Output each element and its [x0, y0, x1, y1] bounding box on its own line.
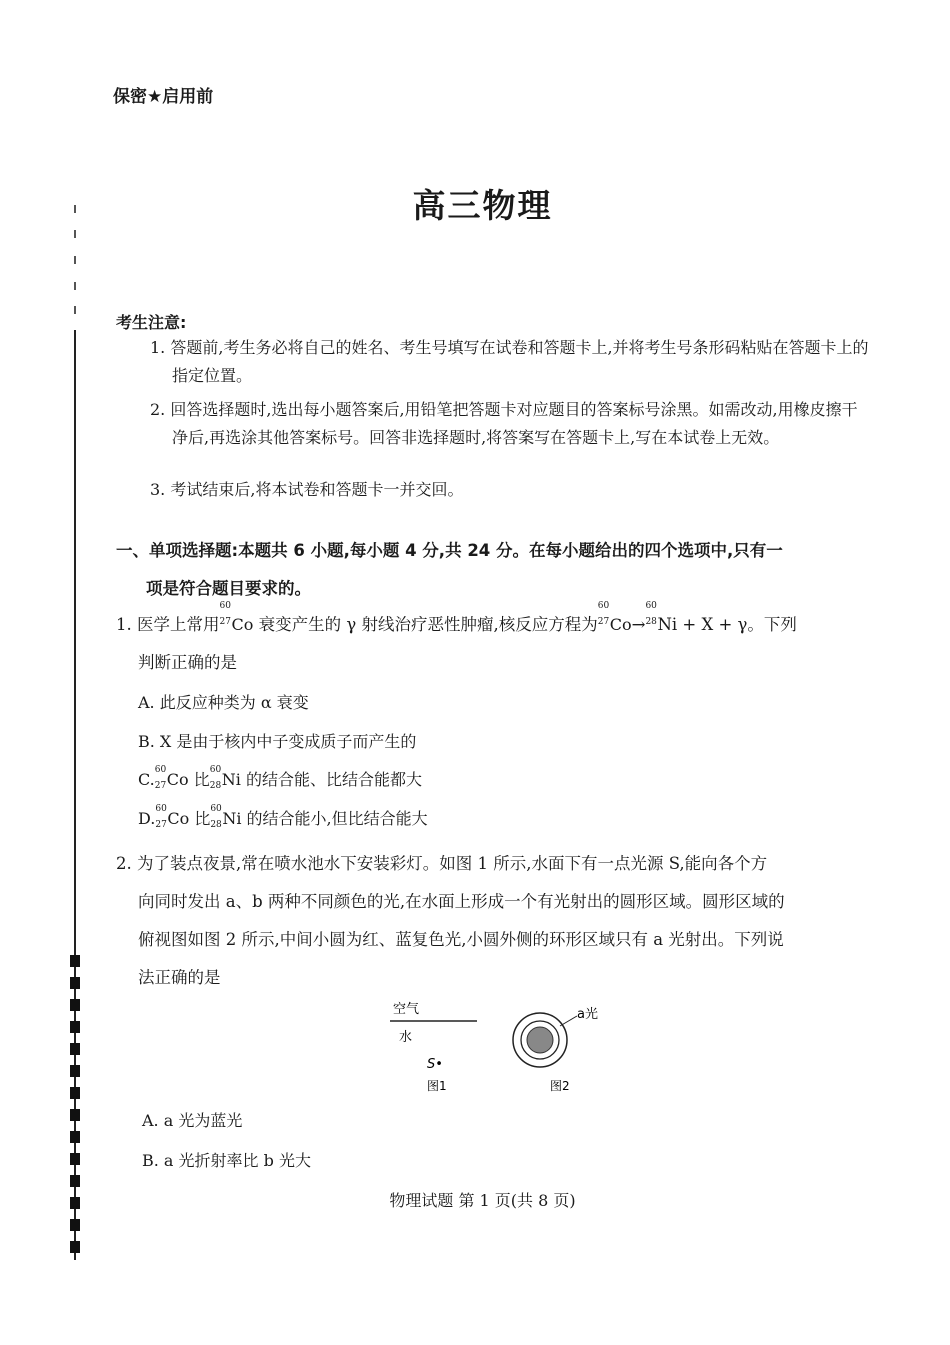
question-2-line3: 俯视图如图 2 所示,中间小圆为红、蓝复色光,小圆外侧的环形区域只有 a 光射出。下列说: [138, 930, 784, 949]
figure-2: [505, 1000, 610, 1100]
q1-option-d: D. 60 27 Co 比 60 28 Ni 的结合能小,但比结合能大: [138, 804, 428, 830]
q1-text: Ni + X + γ。下列: [657, 615, 797, 634]
q1-option-c: C. 60 27 Co 比 60 28 Ni 的结合能、比结合能都大: [138, 765, 422, 791]
scan-mark: [74, 256, 76, 264]
reaction-arrow: →: [631, 615, 646, 634]
q2-option-a: A. a 光为蓝光: [142, 1111, 243, 1130]
section-heading: [116, 532, 846, 608]
fig2-caption: 图2: [550, 1079, 570, 1093]
notice-heading: 考生注意:: [116, 313, 187, 332]
section-heading-line1: 一、单项选择题:本题共 6 小题,每小题 4 分,共 24 分。在每小题给出的四个选项中,只有一: [116, 541, 783, 560]
question-2: [116, 845, 851, 997]
scan-mark: [74, 230, 76, 238]
page-title: 高三物理: [412, 186, 553, 225]
inner-disk: [527, 1027, 553, 1053]
confidential-label: 保密★启用前: [113, 87, 214, 107]
nuclide-co60: 60 27 Co: [597, 601, 632, 634]
q2-option-b: B. a 光折射率比 b 光大: [142, 1151, 311, 1170]
q1-text: 1. 医学上常用: [116, 615, 220, 634]
notice-item-1: 1. 答题前,考生务必将自己的姓名、考生号填写在试卷和答题卡上,并将考生号条形码粘贴在答题卡上的指定位置。: [150, 338, 869, 385]
fig2-a-light-label: a光: [577, 1007, 598, 1022]
figure-1: [385, 995, 495, 1095]
fig1-water-label: 水: [399, 1030, 413, 1045]
page-footer: 物理试题 第 1 页(共 8 页): [389, 1191, 576, 1210]
question-2-line2: 向同时发出 a、b 两种不同颜色的光,在水面上形成一个有光射出的圆形区域。圆形区域的: [138, 892, 785, 911]
q1-text: 衰变产生的 γ 射线治疗恶性肿瘤,核反应方程为: [258, 615, 598, 634]
notice-item-3: 3. 考试结束后,将本试卷和答题卡一并交回。: [150, 480, 464, 499]
question-1-line2: 判断正确的是: [138, 653, 237, 672]
label-pointer: [560, 1016, 577, 1026]
question-2-line4: 法正确的是: [138, 968, 221, 987]
scan-mark: [74, 306, 76, 314]
question-2-line1: 2. 为了装点夜景,常在喷水池水下安装彩灯。如图 1 所示,水面下有一点光源 S,能向各个方: [116, 854, 768, 873]
question-1: [116, 601, 851, 682]
q1-option-b: B. X 是由于核内中子变成质子而产生的: [138, 732, 417, 751]
scan-mark: [74, 282, 76, 290]
fig1-air-label: 空气: [393, 1002, 420, 1017]
nuclide-co60: 60 27 Co: [219, 601, 254, 634]
q1-option-a: A. 此反应种类为 α 衰变: [138, 693, 309, 712]
section-heading-line2: 项是符合题目要求的。: [146, 579, 311, 598]
question-1-line1: [116, 601, 851, 644]
notice-item-2: 2. 回答选择题时,选出每小题答案后,用铅笔把答题卡对应题目的答案标号涂黑。如需改动,用橡皮擦干净后,再选涂其他答案标号。回答非选择题时,将答案写在答题卡上,写在本试卷上无效。: [150, 400, 858, 447]
fig1-source-label: S•: [427, 1057, 443, 1072]
fig1-caption: 图1: [427, 1079, 447, 1093]
nuclide-ni60: 60 28: [645, 601, 657, 627]
